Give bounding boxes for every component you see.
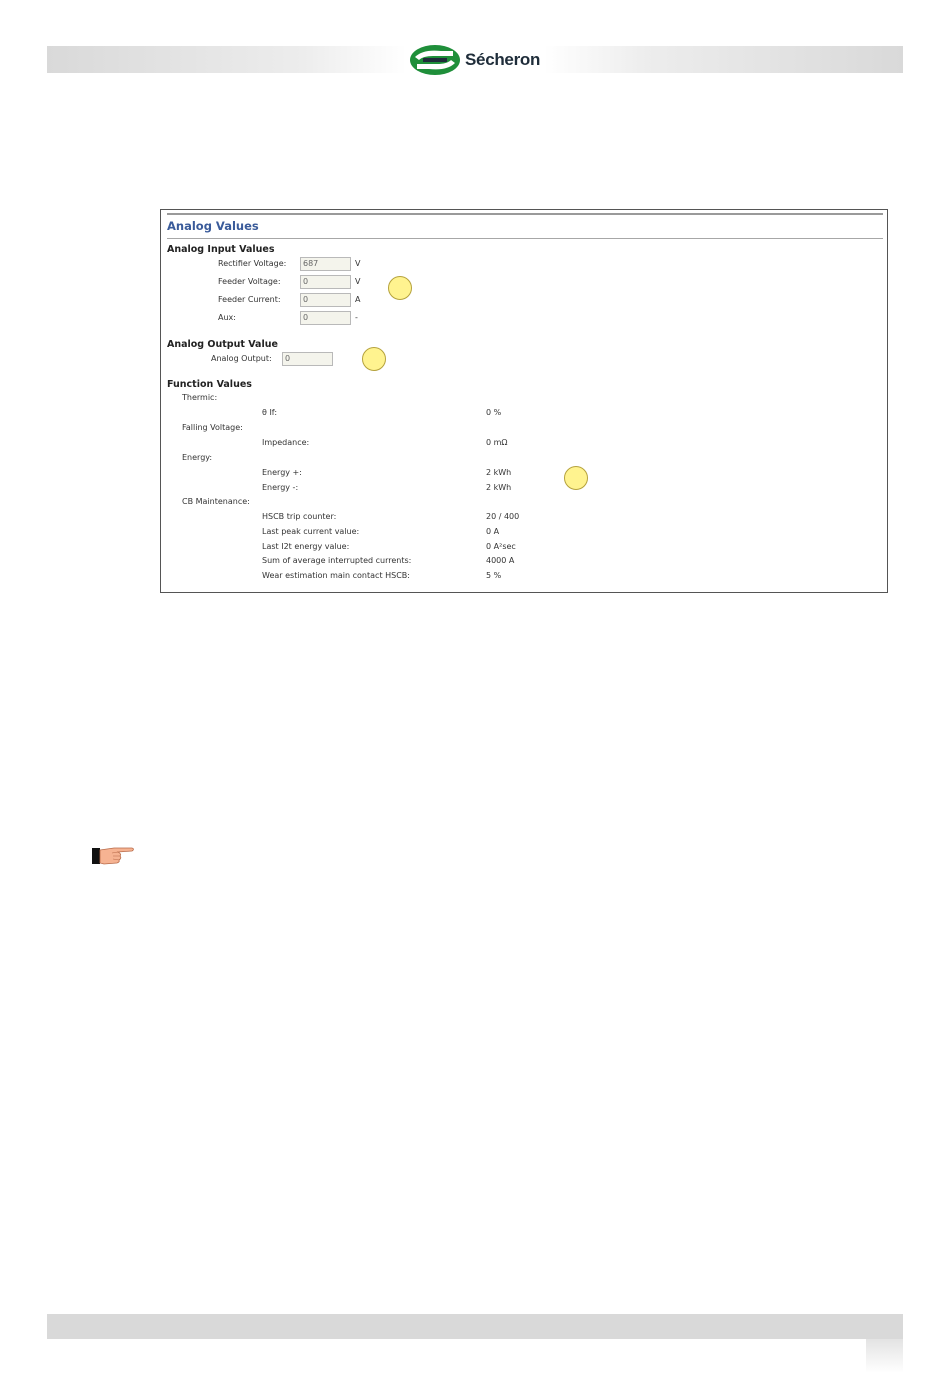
callout-marker xyxy=(362,347,386,371)
energy-group-label: Energy: xyxy=(182,453,213,462)
brand-logo xyxy=(407,42,546,78)
aux-unit: - xyxy=(355,313,358,322)
energy-plus-value: 2 kWh xyxy=(486,468,512,477)
theta-if-value: 0 % xyxy=(486,408,502,417)
impedance-value: 0 mΩ xyxy=(486,438,508,447)
brand-name: Sécheron xyxy=(465,50,541,69)
theta-if-label: θ If: xyxy=(262,408,278,417)
analog-output-field[interactable]: 0 xyxy=(282,352,333,366)
trip-counter-value: 20 / 400 xyxy=(486,512,520,521)
feeder-current-field[interactable]: 0 xyxy=(300,293,351,307)
footer-bar xyxy=(47,1314,903,1339)
wear-estimation-label: Wear estimation main contact HSCB: xyxy=(262,571,410,580)
callout-marker xyxy=(564,466,588,490)
analog-input-heading: Analog Input Values xyxy=(167,244,275,255)
interrupted-currents-label: Sum of average interrupted currents: xyxy=(262,556,412,565)
panel-title: Analog Values xyxy=(167,219,259,233)
pointing-hand-icon xyxy=(92,844,136,866)
impedance-label: Impedance: xyxy=(262,438,310,447)
callout-marker xyxy=(388,276,412,300)
falling-voltage-group-label: Falling Voltage: xyxy=(182,423,243,432)
feeder-current-unit: A xyxy=(355,295,361,304)
analog-output-label: Analog Output: xyxy=(211,354,272,363)
panel-top-divider xyxy=(167,213,883,215)
wear-estimation-value: 5 % xyxy=(486,571,502,580)
aux-field[interactable]: 0 xyxy=(300,311,351,325)
feeder-current-label: Feeder Current: xyxy=(218,295,281,304)
feeder-voltage-unit: V xyxy=(355,277,361,286)
rectifier-voltage-label: Rectifier Voltage: xyxy=(218,259,287,268)
page-number-tab xyxy=(866,1339,903,1373)
feeder-voltage-field[interactable]: 0 xyxy=(300,275,351,289)
aux-label: Aux: xyxy=(218,313,236,322)
function-values-heading: Function Values xyxy=(167,379,252,390)
rectifier-voltage-field[interactable]: 687 xyxy=(300,257,351,271)
feeder-voltage-label: Feeder Voltage: xyxy=(218,277,281,286)
analog-values-panel xyxy=(160,209,888,593)
i2t-energy-value: 0 A²sec xyxy=(486,542,516,551)
energy-plus-label: Energy +: xyxy=(262,468,302,477)
thermic-group-label: Thermic: xyxy=(182,393,218,402)
cb-maintenance-group-label: CB Maintenance: xyxy=(182,497,250,506)
i2t-energy-label: Last I2t energy value: xyxy=(262,542,350,551)
interrupted-currents-value: 4000 A xyxy=(486,556,515,565)
rectifier-voltage-unit: V xyxy=(355,259,361,268)
energy-minus-label: Energy -: xyxy=(262,483,299,492)
analog-output-heading: Analog Output Value xyxy=(167,339,278,350)
energy-minus-value: 2 kWh xyxy=(486,483,512,492)
peak-current-value: 0 A xyxy=(486,527,500,536)
panel-title-divider xyxy=(167,238,883,239)
peak-current-label: Last peak current value: xyxy=(262,527,360,536)
trip-counter-label: HSCB trip counter: xyxy=(262,512,337,521)
secheron-logo-icon xyxy=(409,44,461,76)
